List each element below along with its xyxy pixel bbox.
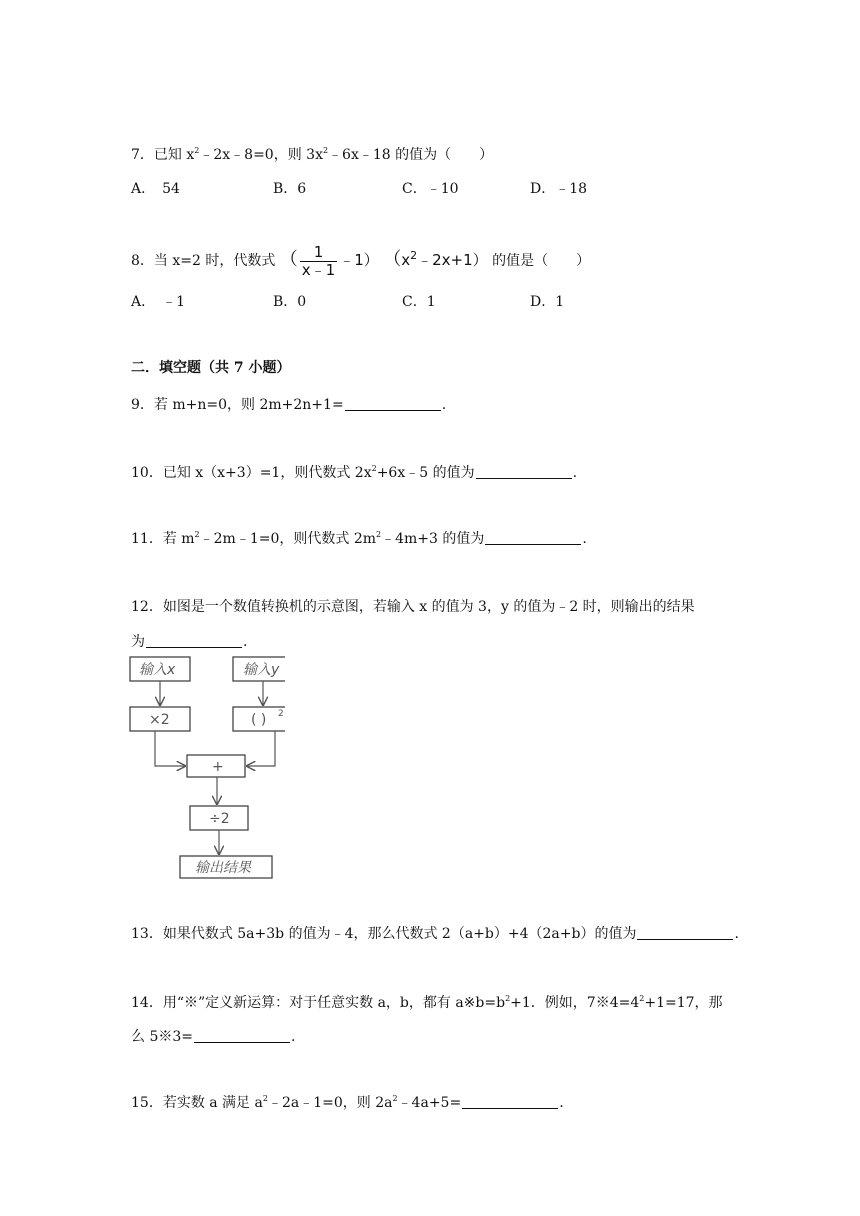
question-10 bbox=[131, 463, 577, 483]
question-9 bbox=[131, 395, 446, 415]
answer-blank[interactable] bbox=[194, 1028, 290, 1043]
q14-text: . bbox=[291, 1029, 296, 1045]
answer-blank[interactable] bbox=[637, 925, 733, 940]
q8-sup: 2 bbox=[410, 249, 418, 262]
q12-text: . bbox=[243, 634, 248, 650]
q8-option-a: A． ﹣1 bbox=[131, 294, 186, 310]
q15-text: ﹣4a+5= bbox=[397, 1095, 462, 1111]
question-12-line-2 bbox=[131, 632, 247, 652]
q7-text: ﹣2x﹣8=0，则 3x bbox=[199, 147, 323, 163]
arrow bbox=[155, 731, 185, 766]
q14-text: +1=17，那 bbox=[644, 995, 723, 1011]
q8-text: x bbox=[401, 251, 411, 269]
q14-text: 14．用“※”定义新运算：对于任意实数 a，b，都有 a※b=b bbox=[131, 995, 506, 1011]
q8-option-c: C．1 bbox=[402, 294, 436, 310]
arrow bbox=[247, 731, 275, 766]
answer-blank[interactable] bbox=[476, 464, 572, 479]
q7-sup: 2 bbox=[194, 146, 200, 155]
answer-blank[interactable] bbox=[485, 530, 581, 545]
q11-text: ﹣4m+3 的值为 bbox=[381, 531, 485, 547]
q7-text: 7．已知 x bbox=[131, 147, 195, 163]
conversion-flowchart bbox=[125, 652, 285, 882]
times-two-label: ×2 bbox=[149, 712, 170, 728]
question-13 bbox=[131, 924, 739, 944]
q11-sup: 2 bbox=[194, 530, 200, 539]
question-8-stem bbox=[131, 240, 590, 281]
q15-text: ﹣2a﹣1=0，则 2a bbox=[267, 1095, 393, 1111]
question-15 bbox=[131, 1093, 564, 1113]
q7-option-c: C．﹣10 bbox=[402, 181, 459, 197]
question-11 bbox=[131, 529, 587, 549]
q14-text: +1．例如，7※4=4 bbox=[510, 995, 640, 1011]
section-heading: 二．填空题（共 7 小题） bbox=[131, 360, 291, 376]
answer-blank[interactable] bbox=[345, 396, 441, 411]
q8-frac-numerator: 1 bbox=[300, 244, 337, 262]
question-14-line-1 bbox=[131, 993, 723, 1013]
q15-text: . bbox=[559, 1095, 564, 1111]
square-exponent: 2 bbox=[278, 709, 284, 719]
q8-text: 8．当 x=2 时，代数式 bbox=[131, 253, 276, 269]
output-label: 输出结果 bbox=[195, 860, 251, 876]
q11-sup: 2 bbox=[376, 530, 382, 539]
q14-sup: 2 bbox=[639, 994, 645, 1003]
plus-label: + bbox=[212, 759, 224, 775]
q7-option-a: A． 54 bbox=[131, 181, 180, 197]
answer-blank[interactable] bbox=[146, 633, 242, 648]
q11-text: ﹣2m﹣1=0，则代数式 2m bbox=[199, 531, 377, 547]
q8-text: ﹣1） bbox=[339, 251, 379, 269]
input-x-label: 输入x bbox=[139, 662, 176, 678]
q8-fraction bbox=[300, 244, 337, 279]
q8-text: ﹣2x+1） bbox=[417, 251, 488, 269]
q13-text: . bbox=[734, 926, 739, 942]
q15-sup: 2 bbox=[262, 1094, 268, 1103]
q7-option-d: D．﹣18 bbox=[530, 181, 588, 197]
q8-option-d: D．1 bbox=[530, 294, 565, 310]
question-14-line-2 bbox=[131, 1027, 295, 1047]
q13-text: 13．如果代数式 5a+3b 的值为﹣4，那么代数式 2（a+b）+4（2a+b）的值为 bbox=[131, 926, 637, 942]
q8-paren: （ bbox=[279, 249, 298, 270]
q7-text: ﹣6x﹣18 的值为（ ） bbox=[328, 147, 494, 163]
q15-sup: 2 bbox=[392, 1094, 398, 1103]
question-7-stem bbox=[131, 145, 493, 165]
input-y-label: 输入y bbox=[243, 662, 280, 678]
q8-text: 的值是（ ） bbox=[492, 253, 591, 269]
square-label: ( ) bbox=[251, 712, 267, 728]
q9-text: 9．若 m+n=0，则 2m+2n+1= bbox=[131, 397, 344, 413]
q8-frac-denominator: x﹣1 bbox=[301, 260, 336, 279]
answer-blank[interactable] bbox=[462, 1094, 558, 1109]
q15-text: 15．若实数 a 满足 a bbox=[131, 1095, 263, 1111]
q8-option-b: B．0 bbox=[273, 294, 307, 310]
q8-paren: （ bbox=[383, 249, 402, 270]
question-12-line-1: 12．如图是一个数值转换机的示意图，若输入 x 的值为 3，y 的值为﹣2 时，则输出的结果 bbox=[131, 599, 695, 615]
q14-text: 么 5※3= bbox=[131, 1029, 193, 1045]
q7-option-b: B．6 bbox=[273, 181, 307, 197]
q9-text: . bbox=[441, 397, 447, 413]
q12-text: 为 bbox=[131, 634, 145, 650]
q11-text: 11．若 m bbox=[131, 531, 195, 547]
q10-text: 10．已知 x（x+3）=1，则代数式 2x bbox=[131, 465, 372, 481]
q10-text: +6x﹣5 的值为 bbox=[376, 465, 475, 481]
q10-sup: 2 bbox=[371, 464, 377, 473]
q10-text: . bbox=[572, 465, 578, 481]
divide-two-label: ÷2 bbox=[209, 811, 230, 827]
q11-text: . bbox=[582, 531, 587, 547]
q14-sup: 2 bbox=[505, 994, 511, 1003]
q7-sup: 2 bbox=[322, 146, 329, 155]
